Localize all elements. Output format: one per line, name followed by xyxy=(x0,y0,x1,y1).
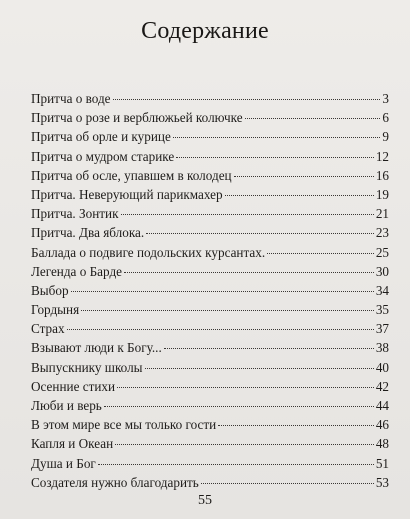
toc-entry-page: 53 xyxy=(375,474,389,490)
toc-entry-title: Создателя нужно благодарить xyxy=(31,474,199,490)
toc-entry-title: В этом мире все мы только гости xyxy=(31,417,217,433)
toc-entry-page: 51 xyxy=(375,455,389,471)
dot-leader xyxy=(234,176,374,177)
dot-leader xyxy=(176,157,374,158)
toc-entry-page: 21 xyxy=(375,206,389,222)
toc-entry xyxy=(31,454,389,473)
dot-leader xyxy=(115,444,374,445)
toc-entry xyxy=(31,434,389,453)
toc-entry xyxy=(31,396,389,415)
toc-entry-title: Притча о розе и верблюжьей колючке xyxy=(31,110,243,126)
page-number: 55 xyxy=(198,493,212,508)
toc-entry-title: Притча. Два яблока. xyxy=(31,225,145,241)
toc-entry-title: Выпускнику школы xyxy=(31,359,143,375)
toc-entry xyxy=(31,243,389,262)
toc-entry xyxy=(31,358,389,377)
toc-entry-page: 46 xyxy=(375,417,389,433)
toc-entry-page: 9 xyxy=(382,129,389,145)
dot-leader xyxy=(173,137,381,138)
toc-entry-page: 48 xyxy=(375,436,389,452)
toc-entry-page: 34 xyxy=(375,282,389,298)
toc-entry xyxy=(31,147,389,166)
toc-entry-page: 44 xyxy=(375,398,389,413)
toc-entry-title: Притча об осле, упавшем в колодец xyxy=(31,167,232,183)
dot-leader xyxy=(245,118,381,119)
toc-entry-title: Притча о мудром старике xyxy=(31,148,175,164)
toc-entry-title: Легенда о Барде xyxy=(31,263,123,279)
toc-entry-page: 16 xyxy=(375,167,389,183)
toc-entry xyxy=(31,262,389,281)
toc-entry-page: 19 xyxy=(375,186,389,202)
toc-entry xyxy=(31,415,389,434)
dot-leader xyxy=(121,214,374,215)
table-of-contents xyxy=(31,89,389,492)
toc-entry xyxy=(31,281,389,300)
toc-entry xyxy=(31,108,389,127)
toc-entry xyxy=(31,300,389,319)
toc-entry xyxy=(31,89,389,108)
dot-leader xyxy=(146,233,374,234)
toc-entry-title: Люби и верь xyxy=(31,398,102,413)
dot-leader xyxy=(201,483,374,484)
toc-entry-page: 42 xyxy=(375,378,389,394)
toc-entry-title: Гордыня xyxy=(31,302,80,318)
dot-leader xyxy=(267,253,374,254)
dot-leader xyxy=(104,406,374,407)
toc-entry-page: 25 xyxy=(375,244,389,260)
toc-entry xyxy=(31,338,389,357)
toc-entry-title: Выбор xyxy=(31,282,69,298)
toc-entry-page: 12 xyxy=(375,148,389,164)
toc-entry-title: Притча о воде xyxy=(31,91,111,106)
dot-leader xyxy=(71,291,374,292)
toc-entry-page: 40 xyxy=(375,359,389,375)
dot-leader xyxy=(67,329,374,330)
toc-entry-page: 3 xyxy=(382,91,389,106)
dot-leader xyxy=(81,310,374,311)
toc-entry xyxy=(31,223,389,242)
toc-entry-page: 38 xyxy=(375,340,389,356)
toc-entry-page: 35 xyxy=(375,302,389,318)
toc-entry xyxy=(31,166,389,185)
toc-entry-title: Капля и Океан xyxy=(31,436,114,452)
toc-entry-title: Баллада о подвиге подольских курсантах. xyxy=(31,244,266,260)
toc-entry-title: Взывают люди к Богу... xyxy=(31,340,162,356)
toc-entry-title: Притча. Неверующий парикмахер xyxy=(31,186,223,202)
toc-entry xyxy=(31,473,389,492)
dot-leader xyxy=(124,272,374,273)
toc-entry xyxy=(31,185,389,204)
toc-entry xyxy=(31,204,389,223)
dot-leader xyxy=(113,99,381,100)
page-title: Содержание xyxy=(141,18,269,44)
toc-entry-title: Осенние стихи xyxy=(31,378,116,394)
toc-entry-title: Притча об орле и курице xyxy=(31,129,171,145)
toc-entry-page: 37 xyxy=(375,321,389,337)
dot-leader xyxy=(117,387,374,388)
toc-entry-page: 30 xyxy=(375,263,389,279)
toc-entry-title: Притча. Зонтик xyxy=(31,206,119,222)
toc-entry-title: Страх xyxy=(31,321,65,337)
toc-entry xyxy=(31,319,389,338)
dot-leader xyxy=(98,464,374,465)
toc-entry-title: Душа и Бог xyxy=(31,455,96,471)
toc-entry-page: 23 xyxy=(375,225,389,241)
toc-entry xyxy=(31,127,389,146)
dot-leader xyxy=(145,368,374,369)
dot-leader xyxy=(164,348,374,349)
dot-leader xyxy=(225,195,374,196)
dot-leader xyxy=(218,425,374,426)
toc-entry-page: 6 xyxy=(382,110,389,126)
toc-entry xyxy=(31,377,389,396)
